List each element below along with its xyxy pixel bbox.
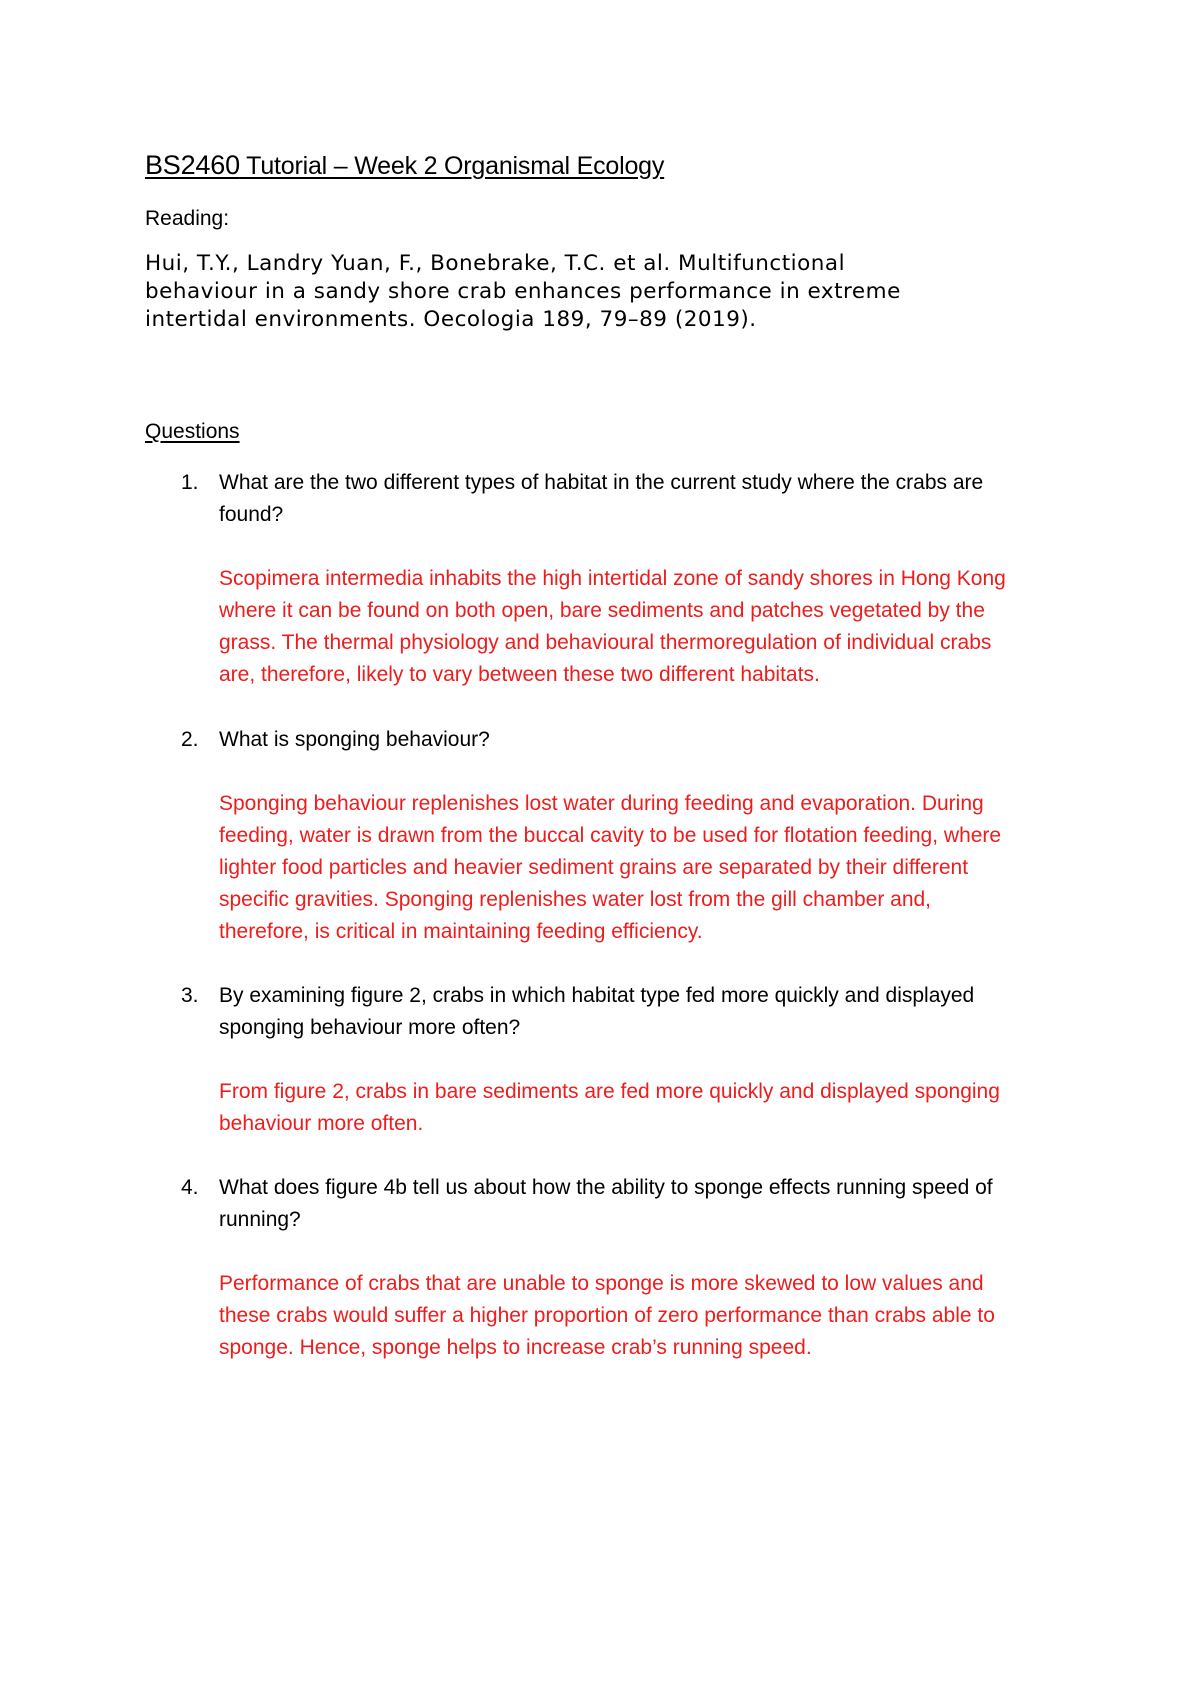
question-line: sponging behaviour more often?: [219, 1016, 521, 1039]
answer-line: these crabs would suffer a higher proportion of zero performance than crabs able to: [219, 1304, 995, 1327]
question-number: 3.: [181, 984, 199, 1007]
answer-text: [145, 788, 1065, 948]
answer-text: [145, 1268, 1065, 1364]
answer-line: feeding, water is drawn from the buccal cavity to be used for flotation feeding, where: [219, 824, 1002, 847]
answer-line: grass. The thermal physiology and behavioural thermoregulation of individual crabs: [219, 631, 992, 654]
question-line: What are the two different types of habitat in the current study where the crabs are: [219, 471, 984, 494]
question-number: 2.: [181, 728, 199, 751]
questions-heading: Questions: [145, 420, 240, 443]
question-line: What does figure 4b tell us about how the ability to sponge effects running speed of: [219, 1176, 993, 1199]
answer-line: sponge. Hence, sponge helps to increase crab’s running speed.: [219, 1336, 812, 1359]
document-title: [145, 150, 664, 181]
citation-line: Hui, T.Y., Landry Yuan, F., Bonebrake, T.C. et al. Multifunctional: [145, 251, 846, 276]
question-item: [145, 724, 1065, 948]
answer-line: lighter food particles and heavier sediment grains are separated by their different: [219, 856, 969, 879]
course-code: BS2460: [145, 150, 240, 180]
question-number: 1.: [181, 471, 199, 494]
question-line: found?: [219, 503, 284, 526]
question-text: [145, 980, 1065, 1044]
question-line: What is sponging behaviour?: [219, 728, 490, 751]
question-text: [145, 467, 1065, 531]
question-text: [145, 1172, 1065, 1236]
answer-line: behaviour more often.: [219, 1112, 424, 1135]
answer-line: therefore, is critical in maintaining feeding efficiency.: [219, 920, 703, 943]
answer-line: Performance of crabs that are unable to sponge is more skewed to low values and: [219, 1272, 984, 1295]
question-line: running?: [219, 1208, 301, 1231]
answer-line: are, therefore, likely to vary between these two different habitats.: [219, 663, 820, 686]
title-text: Tutorial – Week 2 Organismal Ecology: [239, 152, 665, 180]
answer-text: [145, 563, 1065, 691]
citation-line: behaviour in a sandy shore crab enhances performance in extreme: [145, 279, 901, 304]
question-line: By examining figure 2, crabs in which habitat type fed more quickly and displayed: [219, 984, 975, 1007]
answer-line: Sponging behaviour replenishes lost water during feeding and evaporation. During: [219, 792, 984, 815]
citation-line: intertidal environments. Oecologia 189, 79–89 (2019).: [145, 307, 757, 332]
answer-line: where it can be found on both open, bare sediments and patches vegetated by the: [219, 599, 985, 622]
question-text: [145, 724, 1065, 756]
answer-line: specific gravities. Sponging replenishes water lost from the gill chamber and,: [219, 888, 932, 911]
reading-label: Reading:: [145, 207, 230, 230]
question-item: [145, 980, 1065, 1140]
answer-line: Scopimera intermedia inhabits the high intertidal zone of sandy shores in Hong Kong: [219, 567, 1006, 590]
question-item: [145, 467, 1065, 691]
answer-text: [145, 1076, 1065, 1140]
question-number: 4.: [181, 1176, 199, 1199]
question-item: [145, 1172, 1065, 1364]
reading-citation: [145, 250, 1045, 334]
answer-line: From figure 2, crabs in bare sediments are fed more quickly and displayed sponging: [219, 1080, 1000, 1103]
